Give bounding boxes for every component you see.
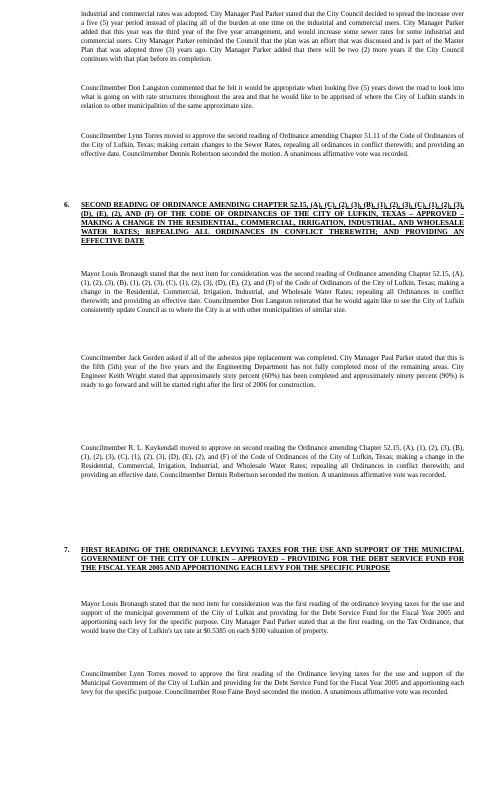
paragraph-water-rates-motion: Councilmember R. L. Kuykendall moved to approve on second reading the Ordinance amending Chapter 52.15, (A), (1), (2), (3), (B), (1), (2), (3), (C), (1), (2), (3), (D), (E), (2), and (F) of the Code of Ordinances of the City of Lufkin, Texas; making a change in the Residential, Commercial, Irrigation, Industrial, and Wholesale Water Rates; repealing all Ordinances in conflict therewith; and providing an effective date. Councilmember Dennis Robertson seconded the motion. A unanimous affirmative vote was recorded. (81, 444, 464, 480)
item-7-heading: FIRST READING OF THE ORDINANCE LEVYING TAXES FOR THE USE AND SUPPORT OF THE MUNICIPAL GOVERNMENT OF THE CITY OF LUFKIN – APPROVED – PROVIDING FOR THE DEBT SERVICE FUND FOR THE FISCAL YEAR 2005 AND APPORTIONING EACH LEVY FOR THE SPECIFIC PURPOSE (81, 545, 464, 573)
paragraph-langston-comment: Councilmember Don Langston commented that he felt it would be appropriate when looking five (5) years down the road to look into what is going on with rate structures throughout the area and that he would like to be apprised of where the City of Lufkin stands in relation to other municipalities of the same approximate size. (81, 84, 464, 111)
item-7-number: 7. (64, 545, 70, 554)
paragraph-asbestos-pipe: Councilmember Jack Gorden asked if all of the asbestos pipe replacement was completed. City Manager Paul Parker stated that this is the fifth (5th) year of the five years and the Engineering Department has not fully completed most of the remaining areas. City Engineer Keith Wright stated that approximately sixty percent (60%) has been completed and approximately ninety percent (90%) is ready to go forward and will be started right after the first of 2006 for construction. (81, 354, 464, 390)
item-6-number: 6. (64, 200, 70, 209)
paragraph-sewer-rates-background: industrial and commercial rates was adopted. City Manager Paul Parker stated that the City Council decided to spread the increase over a five (5) year period instead of placing all of the burden at one time on the industrial and commercial users. City Manager Parker added that this year was the third year of the five year arrangement, and would increase some sewer rates for some industrial and commercial users. City Manager Parker reminded the Council that the plan was an effort that was discussed and is part of the Master Plan that was adopted three (3) years ago. City Manager Parker added that there will be two (2) more years if the City Council continues with that plan before its completion. (81, 10, 464, 64)
paragraph-tax-levy-motion: Councilmember Lynn Torres moved to approve the first reading of the Ordinance levying taxes for the use and support of the Municipal Government of the City of Lufkin and providing for the Debt Service Fund for the Fiscal Year 2005 and apportioning each levy for the specific purpose. Councilmember Rose Faine Boyd seconded the motion. A unanimous affirmative vote was recorded. (81, 670, 464, 697)
paragraph-sewer-motion: Councilmember Lynn Torres moved to approve the second reading of Ordinance amending Chapter 51.11 of the Code of Ordinances of the City of Lufkin, Texas; making certain changes to the Sewer Rates, repealing all ordinances in conflict therewith; and providing an effective date. Councilmember Dennis Robertson seconded the motion. A unanimous affirmative vote was recorded. (81, 132, 464, 159)
item-6-heading: SECOND READING OF ORDINANCE AMENDING CHAPTER 52.15, (A), (C), (2), (3), (B), (1), (2), (3), (C), (1), (2), (3), (D), (E), (2), AND (F) OF THE CODE OF ORDINANCES OF THE CITY OF LUFKIN, TEXAS – APPROVED – MAKING A CHANGE IN THE RESIDENTIAL, COMMERCIAL, IRRIGATION, INDUSTRIAL, AND WHOLESALE WATER RATES; REPEALING ALL ORDINANCES IN CONFLICT THEREWITH; AND PROVIDING AN EFFECTIVE DATE (81, 200, 464, 246)
paragraph-tax-levy-intro: Mayor Louis Bronaugh stated that the next item for consideration was the first reading of the ordinance levying taxes for the use and support of the municipal government of the City of Lufkin and providing for the Debt Service Fund for the Fiscal Year 2005 and apportioning each levy for the specific purpose. City Manager Paul Parker stated that at the first reading, on the Tax Ordinance, that would leave the City of Lufkin's tax rate at $0.5385 on each $100 valuation of property. (81, 600, 464, 636)
paragraph-water-rates-intro: Mayor Louis Bronaugh stated that the next item for consideration was the second reading of Ordinance amending Chapter 52.15, (A), (1), (2), (3), (B), (1), (2), (3), (C), (1), (2), (3), (D), (E), (2), and (F) of the Code of Ordinances of the City of Lufkin, Texas; making a change in the Residential, Commercial, Irrigation, Industrial, and Wholesale Water Rates; repealing all Ordinances in conflict therewith; and providing an effective date. Councilmember Don Langston reiterated that he would again like to see the City of Lufkin consistently update Council as to where the City is at with other municipalities of similar size. (81, 270, 464, 315)
